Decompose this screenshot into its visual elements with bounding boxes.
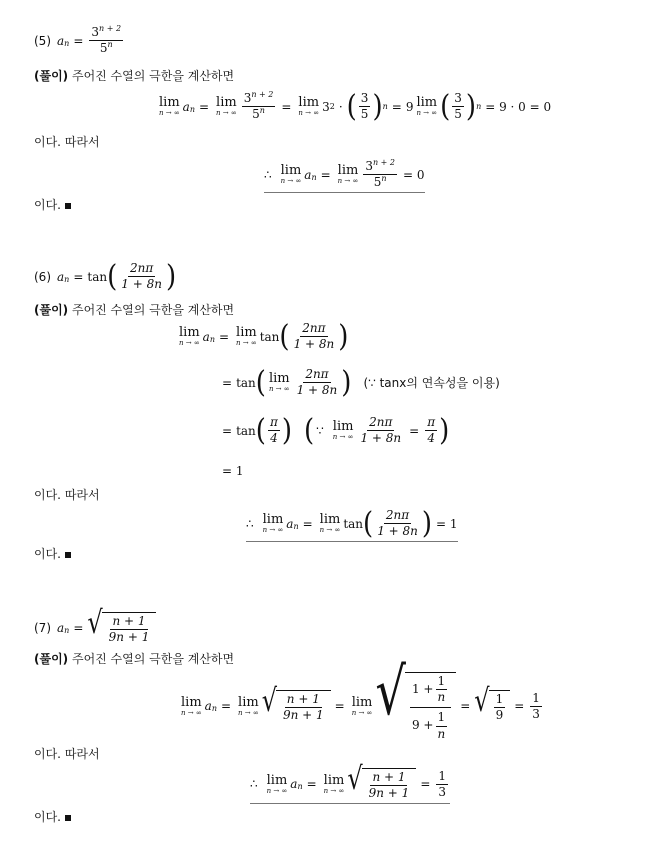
num-exp: n + 2 bbox=[372, 158, 395, 167]
problem-5-end bbox=[34, 199, 71, 211]
sub: n bbox=[64, 274, 70, 284]
term: a bbox=[202, 329, 210, 344]
lim-word: lim bbox=[337, 163, 359, 179]
lim-word: lim bbox=[236, 325, 257, 341]
tan: tan bbox=[87, 269, 108, 284]
fraction bbox=[292, 322, 337, 351]
paren-right: ) bbox=[421, 506, 433, 541]
term: a bbox=[57, 621, 65, 636]
sub: n bbox=[297, 782, 303, 792]
paren-left: ( bbox=[346, 89, 357, 124]
therefore-symbol: ∴ bbox=[250, 777, 258, 792]
lim-sub: n → ∞ bbox=[323, 786, 345, 795]
num-base: 3 bbox=[243, 91, 252, 105]
problem-7-then: 이다. 따라서 bbox=[34, 747, 100, 761]
fraction bbox=[359, 92, 371, 121]
problem-6-statement bbox=[34, 259, 177, 294]
result: = 1 bbox=[436, 516, 458, 531]
paren-right: ) bbox=[165, 259, 177, 294]
equals: = bbox=[302, 516, 313, 531]
nine-plus: 9 + bbox=[411, 718, 434, 733]
num: 1 bbox=[436, 711, 448, 726]
problem-6-end bbox=[34, 548, 71, 560]
limit bbox=[320, 513, 341, 534]
fraction bbox=[358, 416, 403, 445]
final-value: = 9 · 0 = 0 bbox=[485, 99, 552, 114]
limit bbox=[181, 696, 202, 717]
paren-right: ) bbox=[341, 365, 352, 400]
problem-5-label: (5) bbox=[34, 33, 51, 48]
equals: = bbox=[73, 621, 84, 636]
fraction bbox=[107, 615, 152, 644]
problem-5-conclusion bbox=[264, 160, 425, 193]
square-root bbox=[375, 654, 456, 741]
problem-6-solution-intro bbox=[34, 304, 234, 316]
limit bbox=[333, 420, 354, 441]
qed-square-icon bbox=[65, 815, 71, 821]
because-symbol: ∵ bbox=[316, 423, 324, 438]
problem-7-statement bbox=[34, 604, 156, 645]
problem-6-step-1 bbox=[176, 319, 349, 354]
fraction bbox=[530, 692, 542, 721]
equals: = bbox=[198, 99, 210, 114]
num: 1 bbox=[494, 693, 506, 708]
sub: n bbox=[293, 521, 299, 531]
lim-sub: n → ∞ bbox=[268, 385, 290, 394]
solution-text: 주어진 수열의 극한을 계산하면 bbox=[68, 303, 235, 317]
lim-sub: n → ∞ bbox=[236, 339, 257, 348]
limit bbox=[324, 774, 345, 795]
limit bbox=[269, 372, 290, 393]
equals: = bbox=[218, 329, 230, 344]
sub: n bbox=[211, 704, 217, 714]
lim-sub: n → ∞ bbox=[216, 109, 237, 118]
den: 4 bbox=[427, 431, 435, 446]
num-exp: n + 2 bbox=[251, 90, 274, 99]
num-base: 3 bbox=[91, 25, 100, 39]
square-root bbox=[261, 682, 331, 723]
equals: = bbox=[460, 699, 471, 714]
lim-sub: n → ∞ bbox=[298, 109, 320, 118]
problem-5-then: 이다. 따라서 bbox=[34, 135, 100, 149]
lim-sub: n → ∞ bbox=[159, 109, 180, 118]
term: a bbox=[57, 269, 65, 284]
lim-word: lim bbox=[351, 694, 373, 710]
radical-sign: √ bbox=[474, 682, 490, 720]
lim-sub: n → ∞ bbox=[262, 526, 284, 535]
continuity-note: (∵ tanx의 연속성을 이용) bbox=[363, 375, 500, 390]
num: 2nπ bbox=[303, 368, 330, 383]
num: 3 bbox=[359, 92, 371, 107]
equals: = bbox=[220, 699, 232, 714]
fraction bbox=[436, 711, 448, 740]
term: a bbox=[204, 699, 212, 714]
paren-right: ) bbox=[439, 413, 450, 448]
lim-word: lim bbox=[298, 95, 320, 111]
subscript-n: n bbox=[64, 38, 70, 48]
den-base: 5 bbox=[373, 175, 382, 190]
solution-label: (풀이) bbox=[34, 69, 69, 83]
paren-left: ( bbox=[255, 365, 266, 400]
radical-sign: √ bbox=[87, 604, 103, 641]
sub: n bbox=[209, 334, 215, 344]
problem-7-end bbox=[34, 811, 71, 823]
limit bbox=[238, 696, 259, 717]
lim-sub: n → ∞ bbox=[179, 339, 200, 348]
num: 2nπ bbox=[384, 509, 411, 524]
paren-right: ) bbox=[372, 89, 383, 124]
den: 5 bbox=[454, 107, 462, 122]
result: = 0 bbox=[403, 167, 425, 182]
fraction bbox=[295, 368, 340, 397]
den: n bbox=[437, 726, 446, 741]
num: 1 bbox=[530, 692, 542, 707]
fraction bbox=[281, 693, 326, 722]
tan: tan bbox=[343, 516, 364, 531]
sub: n bbox=[64, 626, 70, 636]
limit bbox=[338, 164, 359, 185]
num: 2nπ bbox=[128, 262, 155, 277]
num: π bbox=[425, 416, 437, 431]
num: 1 bbox=[436, 770, 448, 785]
den: 1 + 8n bbox=[377, 524, 418, 539]
radical-sign: √ bbox=[347, 760, 363, 797]
fraction bbox=[436, 675, 448, 704]
problem-7-equation-1 bbox=[178, 654, 544, 741]
den: 3 bbox=[532, 706, 540, 721]
fraction bbox=[452, 92, 464, 121]
paren-left: ( bbox=[440, 89, 451, 124]
solution-text: 주어진 수열의 극한을 계산하면 bbox=[68, 69, 235, 83]
equals: = bbox=[334, 699, 345, 714]
square-root bbox=[474, 682, 510, 723]
fraction bbox=[494, 693, 506, 722]
sub: n bbox=[311, 172, 317, 182]
den: 1 + 8n bbox=[360, 431, 402, 446]
sequence-term: a bbox=[57, 33, 65, 48]
lim-sub: n → ∞ bbox=[319, 526, 341, 535]
lim-sub: n → ∞ bbox=[337, 177, 359, 186]
lim-word: lim bbox=[319, 512, 341, 528]
problem-6-step-4: = 1 bbox=[222, 464, 244, 478]
equals: = bbox=[281, 99, 292, 114]
lim-sub: n → ∞ bbox=[238, 708, 259, 717]
num-exp: n + 2 bbox=[99, 24, 122, 33]
lim-sub: n → ∞ bbox=[351, 708, 373, 717]
radical-sign: √ bbox=[261, 682, 277, 720]
problem-5-statement bbox=[34, 26, 125, 55]
fraction bbox=[363, 160, 397, 189]
den: 9n + 1 bbox=[282, 708, 324, 723]
den-base: 5 bbox=[252, 107, 260, 122]
den: 4 bbox=[270, 431, 278, 446]
equals: = bbox=[73, 33, 84, 48]
num: n + 1 bbox=[110, 615, 147, 630]
den-base: 5 bbox=[99, 41, 108, 56]
den: n bbox=[437, 690, 446, 705]
nine: 9 bbox=[405, 99, 414, 114]
lim-word: lim bbox=[280, 163, 302, 179]
den-exp: n bbox=[381, 174, 387, 184]
problem-6-label: (6) bbox=[34, 269, 51, 284]
end-text: 이다. bbox=[34, 198, 61, 212]
den: 9n + 1 bbox=[108, 630, 150, 645]
den: 9n + 1 bbox=[368, 786, 410, 801]
lim-word: lim bbox=[159, 95, 180, 111]
sub: n bbox=[189, 104, 195, 114]
lim-sub: n → ∞ bbox=[332, 433, 354, 442]
num: 2nπ bbox=[300, 322, 327, 337]
equals: = bbox=[514, 699, 525, 714]
num: 1 bbox=[436, 675, 448, 690]
lim-word: lim bbox=[179, 325, 200, 341]
solution-text: 주어진 수열의 극한을 계산하면 bbox=[68, 652, 235, 666]
paren-right: ) bbox=[465, 89, 477, 124]
paren-right: ) bbox=[338, 319, 349, 354]
lim-word: lim bbox=[332, 419, 354, 435]
qed-square-icon bbox=[65, 203, 71, 209]
problem-6-step-2 bbox=[222, 365, 500, 400]
lim-word: lim bbox=[216, 95, 237, 111]
problem-7-solution-intro bbox=[34, 653, 234, 665]
den: 1 + 8n bbox=[293, 337, 335, 352]
qed-square-icon bbox=[65, 552, 71, 558]
term: a bbox=[290, 777, 298, 792]
limit bbox=[236, 326, 257, 347]
fraction bbox=[436, 770, 448, 799]
problem-7-label: (7) bbox=[34, 621, 51, 636]
lim-word: lim bbox=[268, 371, 290, 387]
limit bbox=[352, 696, 373, 717]
solution-label: (풀이) bbox=[34, 652, 69, 666]
equals: = bbox=[306, 777, 317, 792]
limit bbox=[267, 774, 288, 795]
therefore-symbol: ∴ bbox=[264, 167, 272, 182]
square-root bbox=[87, 604, 156, 645]
equals: = bbox=[222, 423, 233, 438]
dot: · bbox=[338, 99, 343, 114]
den: 3 bbox=[438, 784, 447, 799]
fraction bbox=[268, 416, 280, 445]
paren-left: ( bbox=[255, 413, 266, 448]
limit bbox=[179, 326, 200, 347]
lim-sub: n → ∞ bbox=[266, 786, 288, 795]
equals: = bbox=[409, 423, 420, 438]
tan: tan bbox=[236, 423, 256, 438]
num: 3 bbox=[452, 92, 464, 107]
lim-sub: n → ∞ bbox=[280, 177, 302, 186]
lim-word: lim bbox=[238, 694, 259, 710]
fraction bbox=[367, 771, 412, 800]
paren-left: ( bbox=[279, 319, 290, 354]
problem-7-conclusion bbox=[250, 760, 450, 804]
equals: = bbox=[391, 99, 402, 114]
square-root bbox=[347, 760, 416, 801]
limit bbox=[263, 513, 284, 534]
problem-5-solution-intro bbox=[34, 70, 234, 82]
lim-sub: n → ∞ bbox=[416, 109, 438, 118]
equals: = bbox=[222, 375, 233, 390]
end-text: 이다. bbox=[34, 547, 61, 561]
equals: = bbox=[73, 269, 84, 284]
solution-label: (풀이) bbox=[34, 303, 69, 317]
paren-left: ( bbox=[303, 413, 315, 448]
radical-sign: √ bbox=[375, 654, 406, 731]
limit bbox=[281, 164, 302, 185]
problem-6-conclusion bbox=[246, 506, 458, 542]
tan: tan bbox=[236, 375, 256, 390]
one-plus: 1 + bbox=[411, 682, 434, 697]
num-base: 3 bbox=[365, 159, 373, 173]
lim-word: lim bbox=[262, 512, 284, 528]
den: 5 bbox=[360, 107, 369, 122]
equals: = bbox=[320, 167, 331, 182]
fraction bbox=[119, 262, 164, 291]
lim-word: lim bbox=[181, 694, 202, 710]
problem-6-step-3 bbox=[222, 413, 450, 448]
problem-5-equation-1: lim n → ∞ a n = lim n → ∞ $\frac{3^{n + 2}}{5^n}$ = lim n → ∞ 3 2 · ( $\frac{3}{5}$ ) n = 9 lim n → ∞ ( $\frac{3}{5}$ ) n = 9 · 0 = 0 bbox=[159, 89, 552, 124]
den: 1 + 8n bbox=[296, 383, 338, 398]
den-exp: n bbox=[107, 40, 113, 50]
fraction bbox=[425, 416, 437, 445]
fraction bbox=[375, 509, 420, 538]
term: a bbox=[182, 99, 190, 114]
lim-sub: n → ∞ bbox=[181, 708, 202, 717]
limit bbox=[416, 96, 437, 117]
end-text: 이다. bbox=[34, 810, 61, 824]
compound-fraction bbox=[410, 675, 451, 741]
problem-6-then: 이다. 따라서 bbox=[34, 488, 100, 502]
lim-word: lim bbox=[416, 95, 438, 111]
fraction bbox=[242, 92, 276, 121]
num: n + 1 bbox=[370, 771, 407, 786]
num: π bbox=[268, 416, 280, 431]
therefore-symbol: ∴ bbox=[246, 516, 254, 531]
term: a bbox=[304, 167, 312, 182]
paren-left: ( bbox=[363, 506, 374, 541]
lim-word: lim bbox=[266, 772, 288, 788]
limit bbox=[298, 96, 319, 117]
den: 1 + 8n bbox=[121, 277, 162, 292]
limit bbox=[159, 96, 180, 117]
den: 9 bbox=[495, 708, 504, 723]
term: a bbox=[286, 516, 294, 531]
base-three: 3 bbox=[322, 99, 330, 114]
num: n + 1 bbox=[285, 693, 322, 708]
lim-word: lim bbox=[323, 772, 345, 788]
equals: = bbox=[420, 777, 431, 792]
limit bbox=[216, 96, 237, 117]
den-exp: n bbox=[259, 106, 265, 116]
num: 2nπ bbox=[367, 416, 394, 431]
tan: tan bbox=[259, 329, 280, 344]
fraction bbox=[89, 26, 123, 55]
paren-right: ) bbox=[281, 413, 292, 448]
paren-left: ( bbox=[107, 259, 118, 294]
